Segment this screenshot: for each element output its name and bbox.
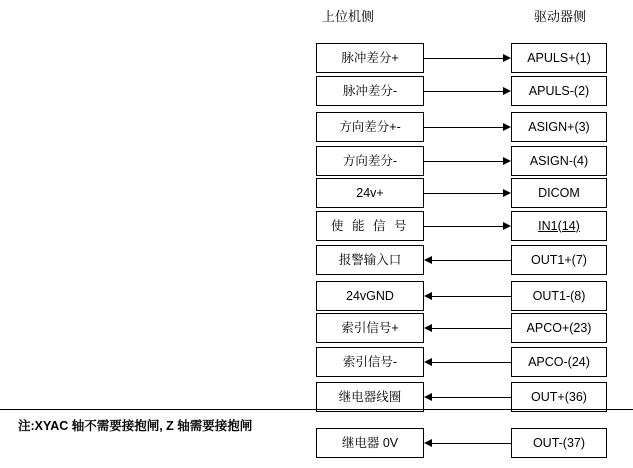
signal-label-right-1: APULS+(1) [527, 50, 591, 65]
signal-box-right-5 [511, 178, 607, 208]
arrow-head-8 [424, 292, 432, 300]
arrow-head-9 [424, 324, 432, 332]
signal-label-right-7: OUT1+(7) [531, 252, 587, 267]
signal-label-right-8: OUT1-(8) [532, 288, 586, 303]
connector-line-6 [424, 226, 503, 227]
signal-box-left-9 [316, 313, 424, 343]
signal-label-left-10: 索引信号- [342, 354, 398, 369]
signal-box-right-11 [511, 382, 607, 412]
signal-box-left-8 [316, 281, 424, 311]
signal-label-left-11: 继电器线圈 [338, 389, 402, 404]
arrow-head-12 [424, 439, 432, 447]
connector-line-11 [432, 397, 511, 398]
signal-label-right-5: DICOM [538, 185, 580, 200]
signal-box-left-12 [316, 428, 424, 458]
signal-label-left-5: 24v+ [356, 185, 384, 200]
signal-box-left-6 [316, 211, 424, 241]
signal-label-left-12: 继电器 0V [341, 435, 399, 450]
connector-line-8 [432, 296, 511, 297]
signal-label-right-4: ASIGN-(4) [529, 153, 589, 168]
footer-note: 注:XYAC 轴不需要接抱闸, Z 轴需要接抱闸 [18, 419, 253, 433]
signal-box-right-2 [511, 76, 607, 106]
signal-label-left-9: 索引信号+ [341, 320, 399, 335]
signal-box-left-4 [316, 146, 424, 176]
arrow-head-6 [503, 222, 511, 230]
arrow-head-5 [503, 189, 511, 197]
signal-box-left-1 [316, 43, 424, 73]
connector-line-2 [424, 91, 503, 92]
column-header-host-side: 上位机侧 [322, 9, 375, 24]
signal-box-right-7 [511, 245, 607, 275]
connector-line-1 [424, 58, 503, 59]
column-header-driver-side: 驱动器侧 [534, 9, 587, 24]
signal-label-left-1: 脉冲差分+ [341, 50, 399, 65]
signal-label-left-2: 脉冲差分- [342, 83, 398, 98]
signal-box-right-12 [511, 428, 607, 458]
connector-line-7 [432, 260, 511, 261]
signal-box-right-4 [511, 146, 607, 176]
signal-box-left-2 [316, 76, 424, 106]
signal-label-right-11: OUT+(36) [531, 389, 587, 404]
arrow-head-7 [424, 256, 432, 264]
signal-box-right-10 [511, 347, 607, 377]
arrow-head-4 [503, 157, 511, 165]
signal-box-right-3 [511, 112, 607, 142]
signal-label-right-3: ASIGN+(3) [528, 119, 590, 134]
arrow-head-2 [503, 87, 511, 95]
connector-line-5 [424, 193, 503, 194]
connector-line-10 [432, 362, 511, 363]
connector-line-9 [432, 328, 511, 329]
signal-label-right-9: APCO+(23) [526, 320, 592, 335]
signal-box-left-5 [316, 178, 424, 208]
signal-box-right-9 [511, 313, 607, 343]
signal-label-right-10: APCO-(24) [528, 354, 590, 369]
arrow-head-11 [424, 393, 432, 401]
signal-label-right-2: APULS-(2) [528, 83, 590, 98]
connector-line-4 [424, 161, 503, 162]
signal-box-left-3 [316, 112, 424, 142]
signal-label-left-8: 24vGND [346, 288, 394, 303]
signal-box-left-7 [316, 245, 424, 275]
signal-label-left-4: 方向差分- [342, 153, 398, 168]
signal-box-right-1 [511, 43, 607, 73]
signal-label-left-6: 使 能 信 号 [331, 218, 409, 233]
arrow-head-1 [503, 54, 511, 62]
signal-box-left-11 [316, 382, 424, 412]
connector-line-3 [424, 127, 503, 128]
signal-box-right-8 [511, 281, 607, 311]
arrow-head-3 [503, 123, 511, 131]
signal-label-right-12: OUT-(37) [532, 435, 586, 450]
signal-box-right-6 [511, 211, 607, 241]
signal-box-left-10 [316, 347, 424, 377]
connector-line-12 [432, 443, 511, 444]
signal-label-left-3: 方向差分+- [339, 119, 401, 134]
footer-divider [0, 409, 633, 410]
signal-label-left-7: 报警输入口 [338, 252, 402, 267]
arrow-head-10 [424, 358, 432, 366]
signal-label-right-6: IN1(14) [538, 218, 580, 233]
